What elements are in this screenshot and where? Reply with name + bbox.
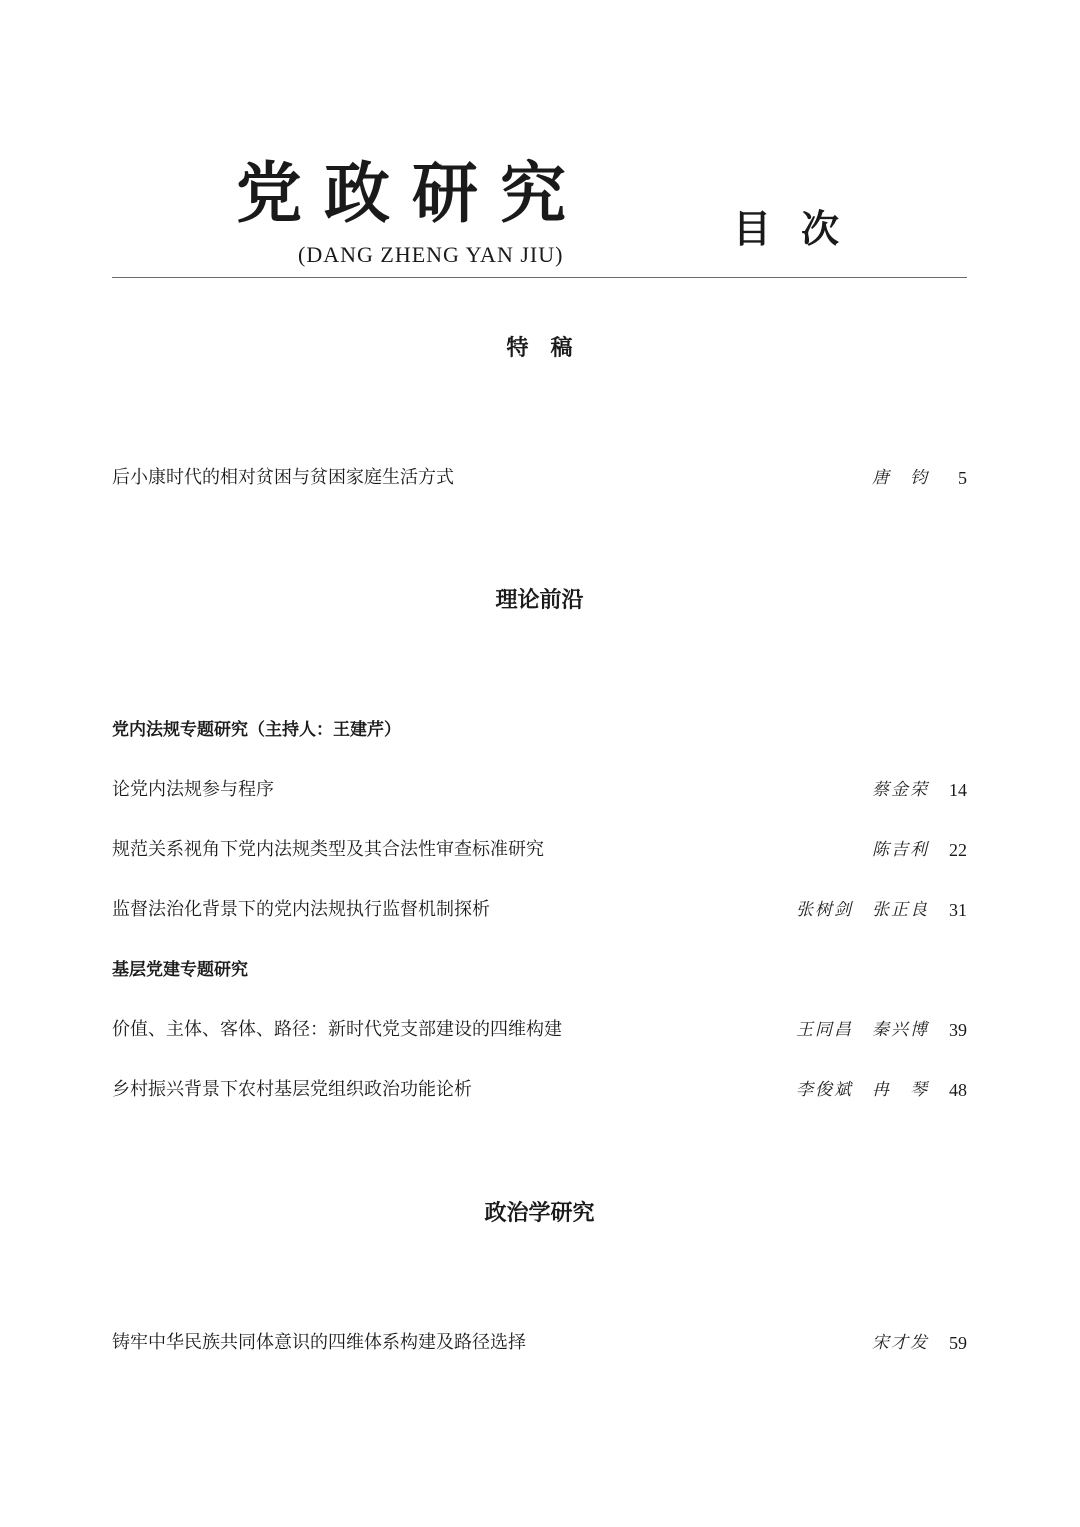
toc-entry[interactable] [112,778,967,802]
entry-page: 5 [958,468,967,488]
entry-authors: 蔡金荣 [872,779,929,800]
entry-page: 59 [949,1333,967,1353]
entry-title: 监督法治化背景下的党内法规执行监督机制探析 [112,899,490,920]
entry-authors: 王同昌 秦兴博 [796,1019,929,1040]
section-heading-special: 特 稿 [506,336,573,361]
entry-title: 论党内法规参与程序 [112,779,274,800]
section-heading-theory: 理论前沿 [495,588,584,613]
subsection-heading: 基层党建专题研究 [112,960,248,980]
section-heading-politics: 政治学研究 [484,1201,595,1226]
subsection-heading: 党内法规专题研究（主持人：王建芹） [112,720,401,740]
entry-title: 规范关系视角下党内法规类型及其合法性审查标准研究 [112,839,544,860]
journal-pinyin: (DANG ZHENG YAN JIU) [298,242,564,267]
entry-page: 14 [949,780,967,800]
entry-page: 48 [949,1080,967,1100]
entry-page: 22 [949,840,967,860]
toc-entry[interactable] [112,466,967,490]
toc-entry[interactable] [112,1018,967,1042]
entry-page: 39 [949,1020,967,1040]
toc-title: 目次 [733,206,870,251]
journal-title: 党政研究 [236,154,588,232]
entry-title: 铸牢中华民族共同体意识的四维体系构建及路径选择 [112,1332,526,1353]
entry-authors: 张树剑 张正良 [796,899,929,920]
entry-title: 后小康时代的相对贫困与贫困家庭生活方式 [112,467,454,488]
entry-authors: 宋才发 [872,1332,929,1353]
entry-page: 31 [949,900,967,920]
entry-title: 乡村振兴背景下农村基层党组织政治功能论析 [112,1079,472,1100]
toc-entry[interactable] [112,1078,967,1102]
header-divider [112,277,967,278]
entry-title: 价值、主体、客体、路径：新时代党支部建设的四维构建 [112,1019,562,1040]
entry-authors: 唐 钧 [872,467,929,488]
toc-entry[interactable] [112,838,967,862]
entry-authors: 陈吉利 [872,839,929,860]
toc-entry[interactable] [112,898,967,922]
entry-authors: 李俊斌 冉 琴 [796,1079,929,1100]
toc-entry[interactable] [112,1331,967,1355]
